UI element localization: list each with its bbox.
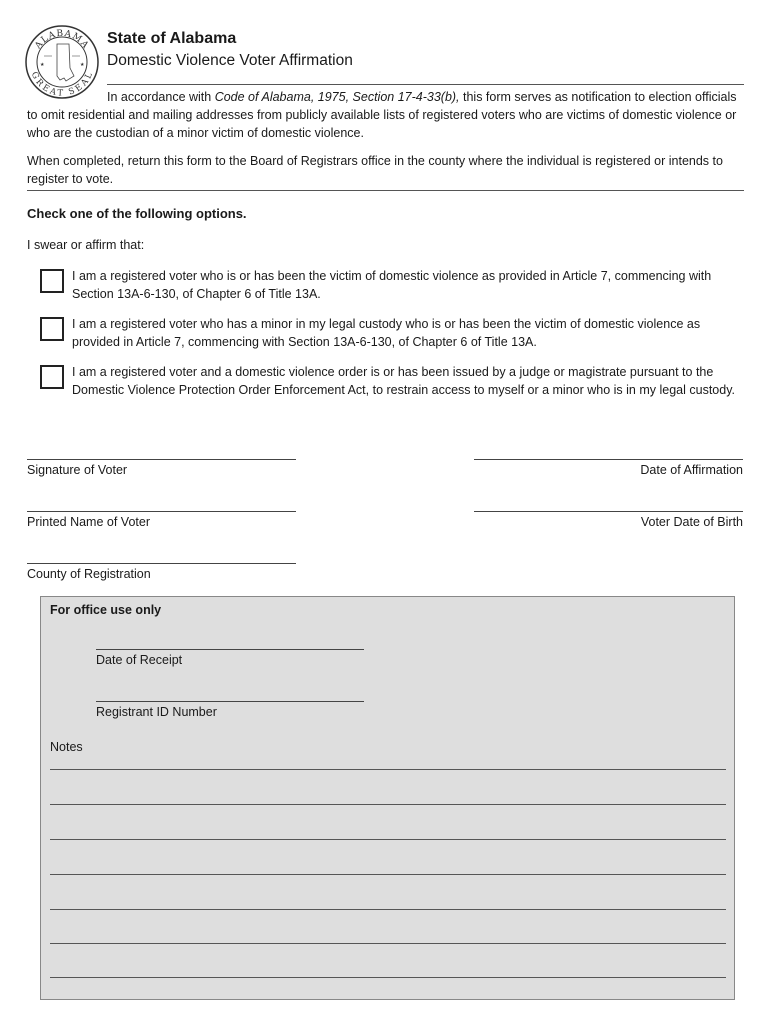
printed-name-line[interactable] bbox=[27, 511, 296, 512]
voter-dob-label: Voter Date of Birth bbox=[640, 515, 743, 529]
office-use-title: For office use only bbox=[50, 603, 162, 617]
intro-rest: this form serves as notification to election officials to omit residential and mailing addresses from publicly available lists of registered voters who are victims of domestic violence or who are the custodian of a minor victim of domestic violence. bbox=[27, 90, 737, 140]
voter-dob-line[interactable] bbox=[474, 511, 743, 512]
seal-top-text: ALABAMA bbox=[33, 28, 91, 52]
options-heading: Check one of the following options. bbox=[27, 206, 247, 221]
swear-text: I swear or affirm that: bbox=[27, 238, 145, 252]
section-divider bbox=[27, 190, 744, 191]
signature-label: Signature of Voter bbox=[27, 463, 128, 477]
county-label: County of Registration bbox=[27, 567, 151, 581]
notes-label: Notes bbox=[50, 740, 83, 754]
return-instructions: When completed, return this form to the Board of Registrars office in the county where the individual is registered or intends to register to vote. bbox=[27, 154, 723, 186]
intro-prefix: In accordance with bbox=[107, 90, 215, 104]
intro-citation: Code of Alabama, 1975, Section 17-4-33(b), bbox=[214, 90, 460, 104]
county-line[interactable] bbox=[27, 563, 296, 564]
header-divider bbox=[107, 84, 744, 85]
notes-line[interactable] bbox=[50, 943, 726, 944]
signature-line[interactable] bbox=[27, 459, 296, 460]
printed-name-label: Printed Name of Voter bbox=[27, 515, 150, 529]
option-1-text: I am a registered voter who is or has been the victim of domestic violence as provided in Article 7, commencing with Section 13A-6-130, of Chapter 6 of Title 13A. bbox=[72, 269, 712, 301]
svg-text:★: ★ bbox=[40, 62, 45, 68]
notes-line[interactable] bbox=[50, 839, 726, 840]
notes-line[interactable] bbox=[50, 769, 726, 770]
notes-line[interactable] bbox=[50, 977, 726, 978]
registrant-id-label: Registrant ID Number bbox=[96, 705, 217, 719]
date-affirmation-label: Date of Affirmation bbox=[640, 463, 743, 477]
date-receipt-line[interactable] bbox=[96, 649, 364, 650]
option-3-text: I am a registered voter and a domestic violence order is or has been issued by a judge or magistrate pursuant to the Domestic Violence Protection Order Enforcement Act, to restrain access to myself or a minor who is in my legal custody. bbox=[72, 365, 736, 397]
registrant-id-line[interactable] bbox=[96, 701, 364, 702]
notes-line[interactable] bbox=[50, 909, 726, 910]
intro-paragraph bbox=[27, 88, 743, 142]
notes-line[interactable] bbox=[50, 804, 726, 805]
option-1-checkbox[interactable] bbox=[40, 269, 64, 293]
option-2-text: I am a registered voter who has a minor in my legal custody who is or has been the victim of domestic violence as provided in Article 7, commencing with Section 13A-6-130, of Chapter 6 of Title 13A. bbox=[72, 317, 701, 349]
svg-text:★: ★ bbox=[80, 62, 85, 68]
notes-line[interactable] bbox=[50, 874, 726, 875]
form-title: State of Alabama bbox=[107, 30, 237, 47]
option-2-checkbox[interactable] bbox=[40, 317, 64, 341]
date-affirmation-line[interactable] bbox=[474, 459, 743, 460]
option-3-checkbox[interactable] bbox=[40, 365, 64, 389]
form-subtitle: Domestic Violence Voter Affirmation bbox=[107, 52, 353, 69]
date-receipt-label: Date of Receipt bbox=[96, 653, 183, 667]
seal-bottom-text: GREAT SEAL bbox=[28, 70, 96, 99]
